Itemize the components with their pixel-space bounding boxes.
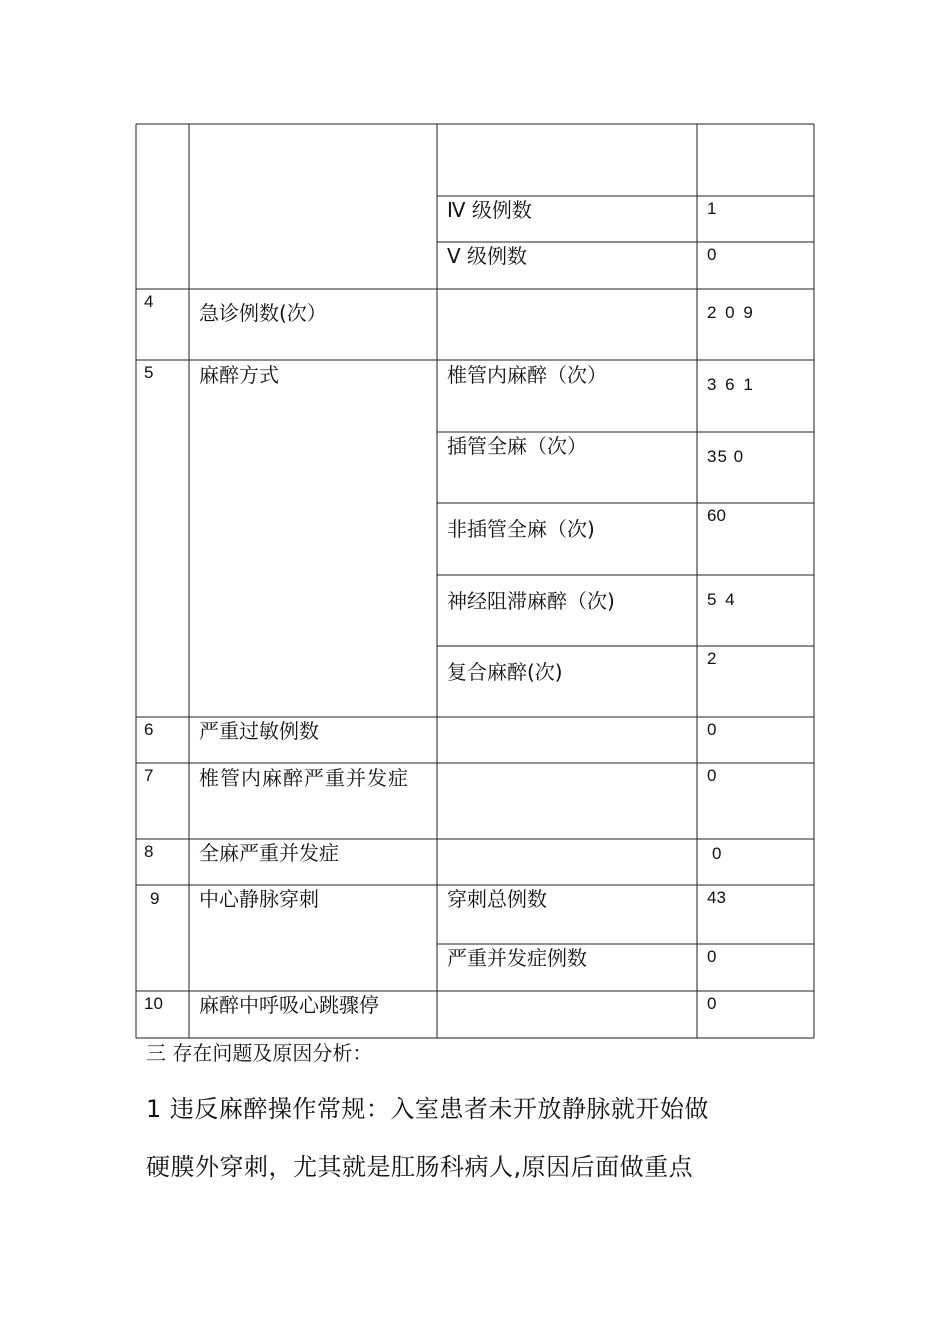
row-5-number: 5 <box>144 363 154 382</box>
row-9-number: 9 <box>150 889 160 908</box>
paragraph-line-1: 1 违反麻醉操作常规：入室患者未开放静脉就开始做 <box>146 1095 709 1123</box>
row-8-item: 全麻严重并发症 <box>199 841 339 865</box>
row-10-item: 麻醉中呼吸心跳骤停 <box>199 993 379 1017</box>
row-4-value: 2 0 9 <box>707 303 755 322</box>
row-5-sub-4-value: 5 4 <box>707 590 737 609</box>
row-9-sub-2-value: 0 <box>707 947 717 966</box>
row-9-sub-1-label: 穿刺总例数 <box>447 887 547 911</box>
grade-iv-label: Ⅳ 级例数 <box>447 198 532 222</box>
grade-iv-value: 1 <box>707 199 717 218</box>
row-5-item: 麻醉方式 <box>199 363 279 387</box>
row-6-number: 6 <box>144 720 154 739</box>
row-8-value: 0 <box>712 844 722 863</box>
row-9-sub-2-label: 严重并发症例数 <box>447 946 587 970</box>
row-4-item: 急诊例数(次） <box>199 301 327 325</box>
row-5-sub-3-value: 60 <box>707 506 726 525</box>
row-5-sub-5-value: 2 <box>707 649 717 668</box>
row-4-number: 4 <box>144 292 154 311</box>
row-5-sub-1-value: 3 6 1 <box>707 375 755 394</box>
row-6-item: 严重过敏例数 <box>199 719 319 743</box>
row-9-sub-1-value: 43 <box>707 888 726 907</box>
row-7-value: 0 <box>707 766 717 785</box>
row-6-value: 0 <box>707 720 717 739</box>
row-5-sub-1-label: 椎管内麻醉（次） <box>447 363 607 387</box>
row-10-value: 0 <box>707 994 717 1013</box>
row-10-number: 10 <box>144 994 163 1013</box>
row-7-number: 7 <box>144 766 154 785</box>
row-7-item: 椎管内麻醉严重并发症 <box>199 766 409 790</box>
grade-v-label: Ⅴ 级例数 <box>447 244 528 268</box>
row-5-sub-2-value: 35 0 <box>707 447 745 466</box>
grade-v-value: 0 <box>707 245 717 264</box>
row-9-item: 中心静脉穿刺 <box>199 887 319 911</box>
row-5-sub-2-label: 插管全麻（次） <box>447 434 587 458</box>
row-5-sub-3-label: 非插管全麻（次) <box>447 517 595 541</box>
paragraph-line-2: 硬膜外穿刺，尤其就是肛肠科病人,原因后面做重点 <box>146 1153 694 1181</box>
section-heading: 三 存在问题及原因分析： <box>146 1041 373 1065</box>
row-8-number: 8 <box>144 842 154 861</box>
row-5-sub-5-label: 复合麻醉(次) <box>447 660 563 684</box>
row-5-sub-4-label: 神经阻滞麻醉（次) <box>447 589 615 613</box>
